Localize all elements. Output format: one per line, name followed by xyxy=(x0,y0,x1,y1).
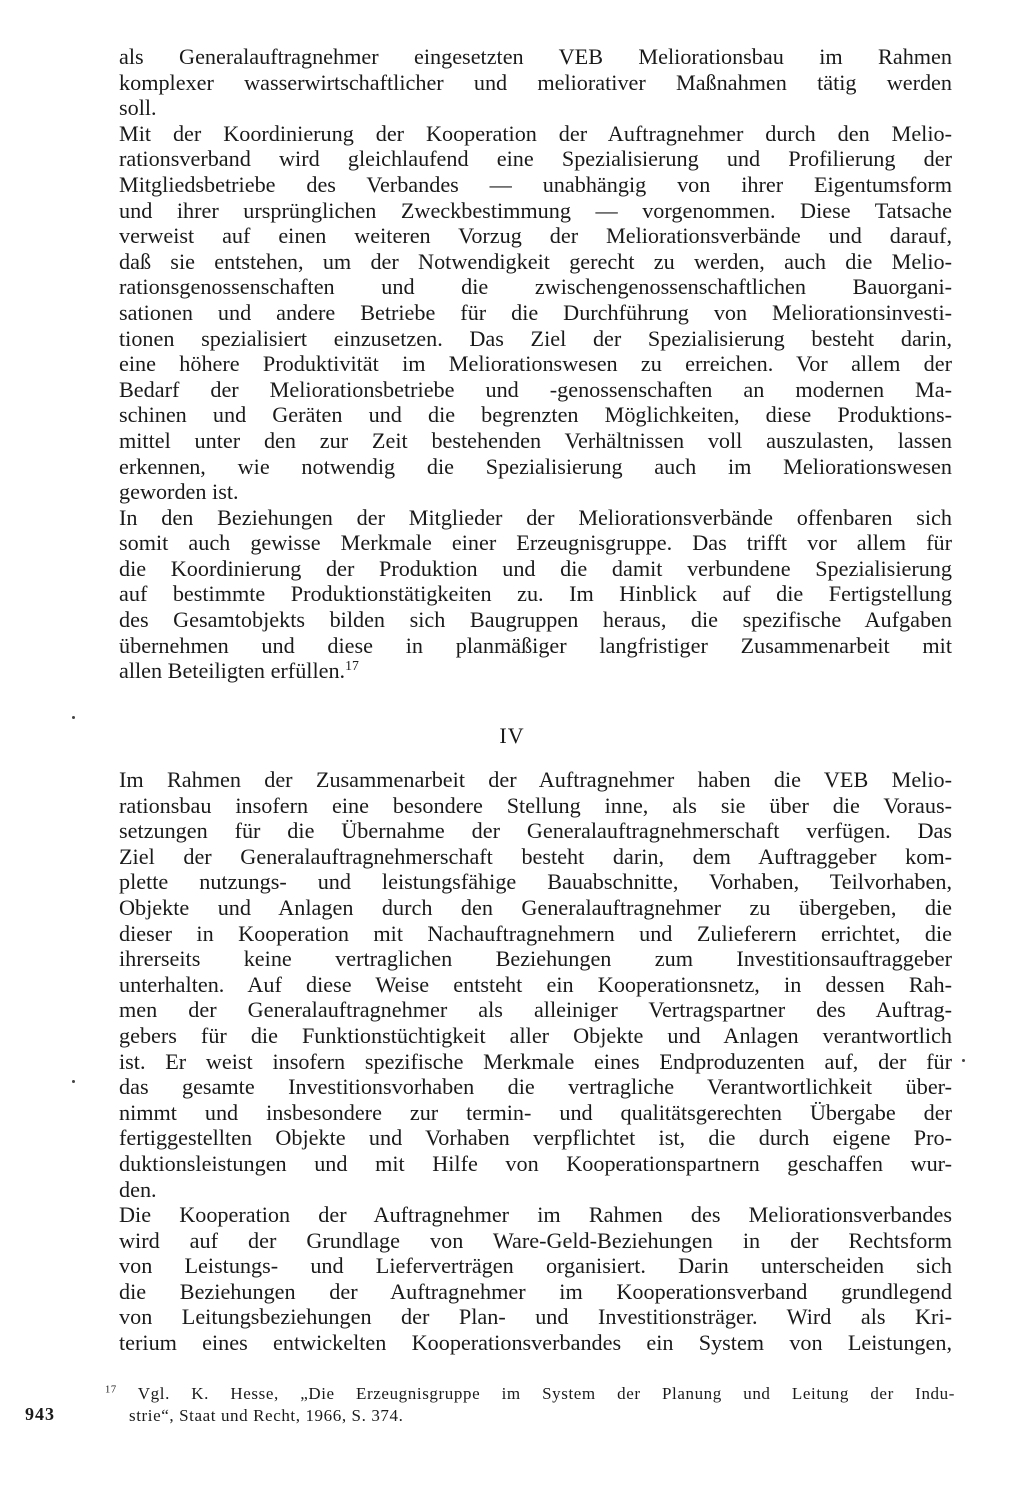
text-line: men der Generalauftragnehmer als alleiniger Vertragspartner des Auftrag- xyxy=(119,997,952,1023)
text-line: wird auf der Grundlage von Ware-Geld-Beziehungen in der Rechtsform xyxy=(119,1227,952,1253)
text-line: die Koordinierung der Produktion und die damit verbundene Spezialisierung xyxy=(119,555,952,581)
text-line: fertiggestellten Objekte und Vorhaben verpflichtet ist, die durch eigene Pro- xyxy=(119,1125,952,1151)
text-line: übernehmen und diese in planmäßiger langfristiger Zusammenarbeit mit xyxy=(119,632,952,658)
print-speck xyxy=(72,716,75,719)
text-line: nimmt und insbesondere zur termin- und qualitätsgerechten Übergabe der xyxy=(119,1099,952,1125)
text-line: von Leitungsbeziehungen der Plan- und Investitionsträger. Wird als Kri- xyxy=(119,1304,952,1330)
text-line: und ihrer ursprünglichen Zweckbestimmung — vorgenommen. Diese Tatsache xyxy=(119,197,952,223)
text-line: duktionsleistungen und mit Hilfe von Kooperationspartnern geschaffen wur- xyxy=(119,1150,952,1176)
text-line: rationsgenossenschaften und die zwischengenossenschaftlichen Bauorgani- xyxy=(119,274,952,300)
text-line: setzungen für die Übernahme der Generalauftragnehmerschaft verfügen. Das xyxy=(119,818,952,844)
text-line: somit auch gewisse Merkmale einer Erzeugnisgruppe. Das trifft vor allem für xyxy=(119,530,952,556)
text-line: das gesamte Investitionsvorhaben die vertragliche Verantwortlichkeit über- xyxy=(119,1074,952,1100)
text-line: Mitgliedsbetriebe des Verbandes — unabhängig von ihrer Eigentumsform xyxy=(119,171,952,197)
text-line: verweist auf einen weiteren Vorzug der Meliorationsverbände und darauf, xyxy=(119,223,952,249)
text-line: auf bestimmte Produktionstätigkeiten zu. Im Hinblick auf die Fertigstellung xyxy=(119,581,952,607)
text-line: plette nutzungs- und leistungsfähige Bauabschnitte, Vorhaben, Teilvorhaben, xyxy=(119,869,952,895)
text-line: soll. xyxy=(119,95,157,121)
text-line: Im Rahmen der Zusammenarbeit der Auftragnehmer haben die VEB Melio- xyxy=(119,767,952,792)
text-line-content: allen Beteiligten erfüllen. xyxy=(119,658,346,684)
text-line: unterhalten. Auf diese Weise entsteht ein Kooperationsnetz, in dessen Rah- xyxy=(119,971,952,997)
text-line: Objekte und Anlagen durch den Generalauftragnehmer zu übergeben, die xyxy=(119,894,952,920)
text-line: erkennen, wie notwendig die Spezialisierung auch im Meliorationswesen xyxy=(119,453,952,479)
text-line xyxy=(119,658,952,684)
text-line: Ziel der Generalauftragnehmerschaft besteht darin, dem Auftraggeber kom- xyxy=(119,843,952,869)
text-line: ist. Er weist insofern spezifische Merkmale eines Endproduzenten auf, der für xyxy=(119,1048,952,1074)
text-line: tionen spezialisiert einzusetzen. Das Ziel der Spezialisierung besteht darin, xyxy=(119,325,952,351)
text-line: mittel unter den zur Zeit bestehenden Verhältnissen voll auszulasten, lassen xyxy=(119,427,952,453)
text-line: eine höhere Produktivität im Meliorationswesen zu erreichen. Vor allem der xyxy=(119,351,952,377)
text-line: In den Beziehungen der Mitglieder der Meliorationsverbände offenbaren sich xyxy=(119,504,952,530)
text-line: als Generalauftragnehmer eingesetzten VEB Meliorationsbau im Rahmen xyxy=(119,44,952,69)
print-speck xyxy=(72,1080,75,1083)
text-line: daß sie entstehen, um der Notwendigkeit gerecht zu werden, auch die Melio- xyxy=(119,248,952,274)
text-line: ihrerseits keine vertraglichen Beziehungen zum Investitionsauftraggeber xyxy=(119,946,952,972)
footnote xyxy=(105,1383,955,1427)
footnote-number: 17 xyxy=(105,1384,117,1396)
text-line: rationsbau insofern eine besondere Stellung inne, als sie über die Voraus- xyxy=(119,792,952,818)
page-number: 943 xyxy=(25,1404,55,1424)
text-line: gebers für die Funktionstüchtigkeit aller Objekte und Anlagen verantwortlich xyxy=(119,1022,952,1048)
print-speck xyxy=(962,1059,965,1062)
section-heading: IV xyxy=(499,723,525,748)
footnote-line: strie“, Staat und Recht, 1966, S. 374. xyxy=(129,1406,404,1425)
text-line: sationen und andere Betriebe für die Durchführung von Meliorationsinvesti- xyxy=(119,299,952,325)
text-line: von Leistungs- und Lieferverträgen organisiert. Darin unterscheiden sich xyxy=(119,1253,952,1279)
text-line: Bedarf der Meliorationsbetriebe und -genossenschaften an modernen Ma- xyxy=(119,376,952,402)
text-line: schinen und Geräten und die begrenzten Möglichkeiten, diese Produktions- xyxy=(119,402,952,428)
text-line: Mit der Koordinierung der Kooperation der Auftragnehmer durch den Melio- xyxy=(119,120,952,146)
text-line: geworden ist. xyxy=(119,479,239,505)
text-line: den. xyxy=(119,1176,157,1202)
text-line: des Gesamtobjekts bilden sich Baugruppen heraus, die spezifische Aufgaben xyxy=(119,607,952,633)
text-line: dieser in Kooperation mit Nachauftragnehmern und Zulieferern errichtet, die xyxy=(119,920,952,946)
text-line: rationsverband wird gleichlaufend eine Spezialisierung und Profilierung der xyxy=(119,146,952,172)
text-line: Die Kooperation der Auftragnehmer im Rahmen des Meliorationsverbandes xyxy=(119,1202,952,1228)
footnote-reference[interactable]: 17 xyxy=(345,658,359,673)
text-line: komplexer wasserwirtschaftlicher und meliorativer Maßnahmen tätig werden xyxy=(119,69,952,95)
footnote-line xyxy=(105,1383,955,1405)
text-line: terium eines entwickelten Kooperationsverbandes ein System von Leistungen, xyxy=(119,1330,952,1356)
body-text-after-section xyxy=(119,767,952,1356)
body-text-before-section xyxy=(119,44,952,684)
text-line: die Beziehungen der Auftragnehmer im Kooperationsverband grundlegend xyxy=(119,1278,952,1304)
footnote-text: Vgl. K. Hesse, „Die Erzeugnisgruppe im System der Planung und Leitung der Indu- xyxy=(137,1384,956,1403)
